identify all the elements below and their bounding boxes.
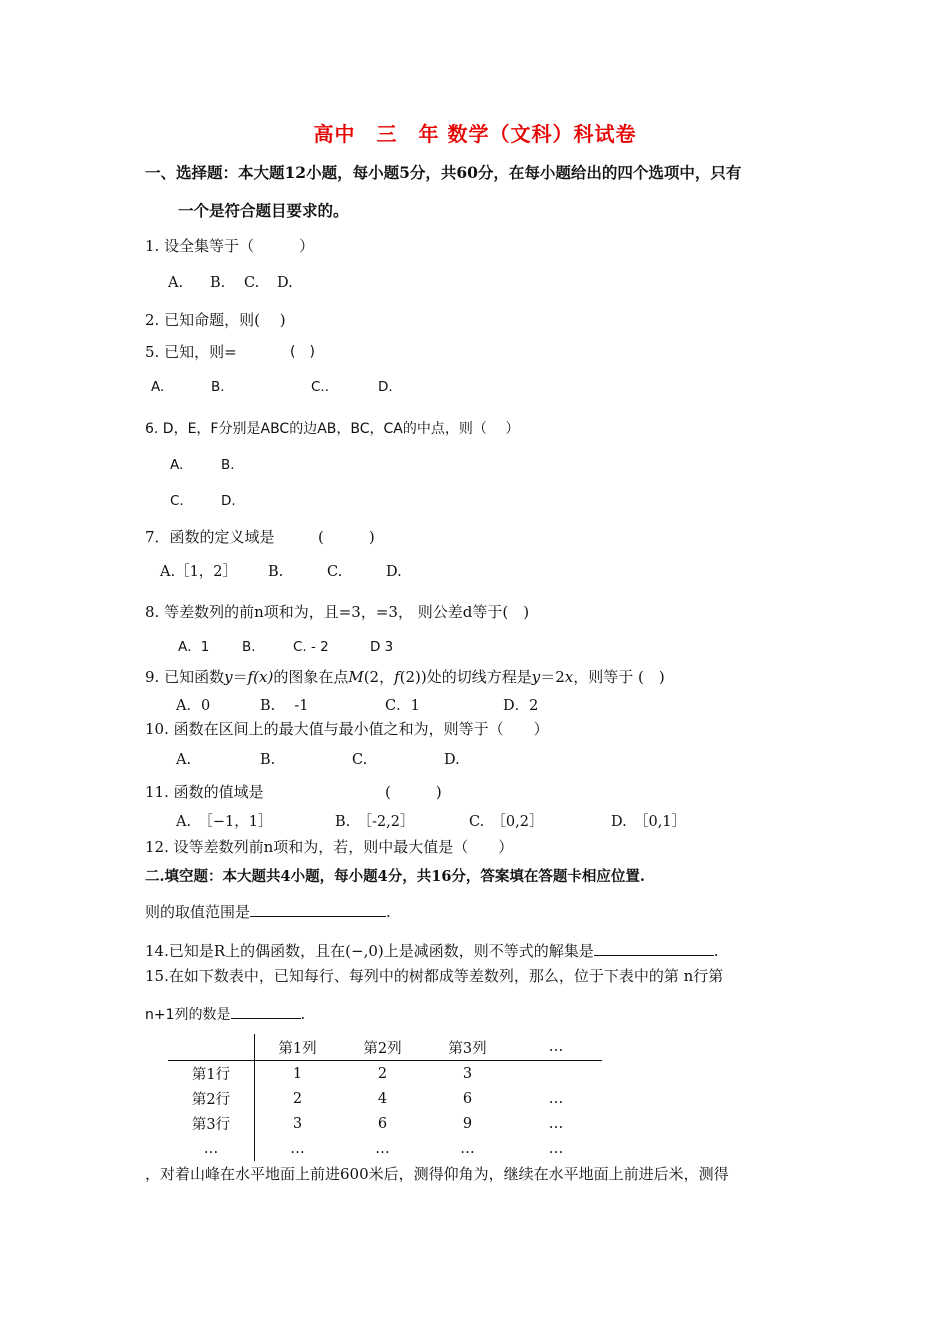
table-row xyxy=(168,1061,602,1087)
q7-option-c: C. xyxy=(327,564,343,580)
q1-option-c: C. xyxy=(244,275,260,291)
question-7-paren: ( ) xyxy=(318,528,375,546)
table-header-cell: 第3列 xyxy=(425,1034,510,1061)
table-cell: … xyxy=(548,1140,564,1157)
question-11-stem: 11. 函数的值域是 xyxy=(145,783,264,801)
q8-option-a: A．1 xyxy=(178,639,210,655)
question-10-stem: 10. 函数在区间上的最大值与最小值之和为，则等于（ ） xyxy=(145,720,549,738)
table-cell: … xyxy=(548,1090,564,1107)
q8-option-c: C. - 2 xyxy=(293,639,329,655)
table-cell: 2 xyxy=(377,1065,388,1082)
table-cell: 1 xyxy=(292,1065,303,1082)
question-15-line2: n+1列的数是 . xyxy=(145,1005,306,1023)
question-5-stem: 5. 已知，则= xyxy=(145,343,237,361)
table-cell: … xyxy=(375,1140,390,1157)
q11-option-d: D. ［0,1］ xyxy=(611,814,687,830)
q7-option-a: A.［1，2］ xyxy=(160,564,238,580)
question-9-stem: 9. 已知函数y＝f(x)的图象在点M(2，f(2))处的切线方程是y＝2x，则等于 ( ) xyxy=(145,668,665,686)
table-row xyxy=(168,1136,602,1161)
question-11-paren: ( ) xyxy=(385,783,442,801)
q10-option-b: B. xyxy=(260,752,276,768)
table-row-label: 第2行 xyxy=(168,1086,255,1111)
question-15-line1: 15.在如下数表中，已知每行、每列中的树都成等差数列，那么，位于下表中的第 n行第 xyxy=(145,967,724,985)
q1-option-a: A. xyxy=(168,275,184,291)
q10-option-a: A. xyxy=(176,752,192,768)
table-cell: 4 xyxy=(377,1090,388,1107)
q5-option-c: C.. xyxy=(311,379,330,395)
q6-option-b: B. xyxy=(221,457,235,473)
table-header-cell: … xyxy=(510,1034,602,1061)
table-row-label: … xyxy=(168,1136,255,1161)
q11-option-b: B. ［-2,2］ xyxy=(335,814,415,830)
number-table xyxy=(168,1034,602,1161)
table-row xyxy=(168,1086,602,1111)
table-cell: 9 xyxy=(462,1115,473,1132)
question-12-stem: 12. 设等差数列前n项和为，若，则中最大值是（ ） xyxy=(145,838,514,856)
section1-heading-line2: 一个是符合题目要求的。 xyxy=(178,201,349,220)
q11-option-a: A. ［−1，1］ xyxy=(176,814,273,830)
table-row-label: 第3行 xyxy=(168,1111,255,1136)
q13-answer-blank[interactable] xyxy=(250,901,386,917)
q8-option-d: D 3 xyxy=(370,639,394,655)
table-cell: 3 xyxy=(462,1065,473,1082)
q5-option-b: B. xyxy=(211,379,225,395)
question-14-stem: 14.已知是R上的偶函数，且在(−,0)上是减函数，则不等式的解集是 . xyxy=(145,942,719,960)
q9-option-a: A．0 xyxy=(176,698,211,714)
q7-option-d: D. xyxy=(386,564,402,580)
question-16-stem: ，对着山峰在水平地面上前进600米后，测得仰角为，继续在水平地面上前进后米，测得 xyxy=(145,1165,729,1183)
q6-option-a: A. xyxy=(170,457,184,473)
table-header-cell: 第1列 xyxy=(255,1034,341,1061)
section1-heading-line1: 一、选择题：本大题12小题，每小题5分，共60分，在每小题给出的四个选项中，只有 xyxy=(145,163,742,182)
table-cell: … xyxy=(548,1115,564,1132)
q9-option-b: B. -1 xyxy=(260,698,309,714)
table-header-row xyxy=(168,1034,602,1061)
table-header-cell: 第2列 xyxy=(340,1034,425,1061)
table-cell: 6 xyxy=(462,1090,473,1107)
table-row xyxy=(168,1111,602,1136)
question-13-stem: 则的取值范围是 . xyxy=(145,903,391,921)
question-5-paren: ( ) xyxy=(290,344,315,360)
q1-option-d: D. xyxy=(277,275,293,291)
section2-heading: 二.填空题：本大题共4小题，每小题4分，共16分，答案填在答题卡相应位置. xyxy=(145,868,645,885)
q14-answer-blank[interactable] xyxy=(594,940,714,956)
exam-title: 高中 三 年 数学（文科）科试卷 xyxy=(313,122,637,146)
table-cell: 2 xyxy=(292,1090,303,1107)
table-cell xyxy=(510,1061,602,1087)
table-cell: … xyxy=(460,1140,475,1157)
q7-option-b: B. xyxy=(268,564,284,580)
q8-option-b: B. xyxy=(242,639,256,655)
table-header-cell xyxy=(168,1034,255,1061)
q9-option-d: D．2 xyxy=(503,698,539,714)
table-row-label: 第1行 xyxy=(168,1061,255,1087)
q5-option-a: A. xyxy=(151,379,165,395)
q9-option-c: C．1 xyxy=(385,698,420,714)
q6-option-c: C. xyxy=(170,493,184,509)
q11-option-c: C. ［0,2］ xyxy=(469,814,544,830)
q10-option-c: C. xyxy=(352,752,368,768)
q10-option-d: D. xyxy=(444,752,460,768)
question-2-stem: 2. 已知命题，则( ) xyxy=(145,311,286,329)
table-cell: 6 xyxy=(377,1115,388,1132)
q6-option-d: D. xyxy=(221,493,236,509)
q1-option-b: B. xyxy=(210,275,226,291)
q5-option-d: D. xyxy=(378,379,393,395)
question-7-stem: 7．函数的定义域是 xyxy=(145,528,275,546)
table-cell: … xyxy=(290,1140,305,1157)
question-6-stem: 6. D，E，F分别是ABC的边AB，BC，CA的中点，则（ ） xyxy=(145,421,520,437)
question-8-stem: 8. 等差数列的前n项和为，且=3，=3， 则公差d等于( ) xyxy=(145,603,530,621)
q15-answer-blank[interactable] xyxy=(231,1003,301,1019)
question-1-stem: 1. 设全集等于（ ） xyxy=(145,237,315,255)
table-cell: 3 xyxy=(292,1115,303,1132)
